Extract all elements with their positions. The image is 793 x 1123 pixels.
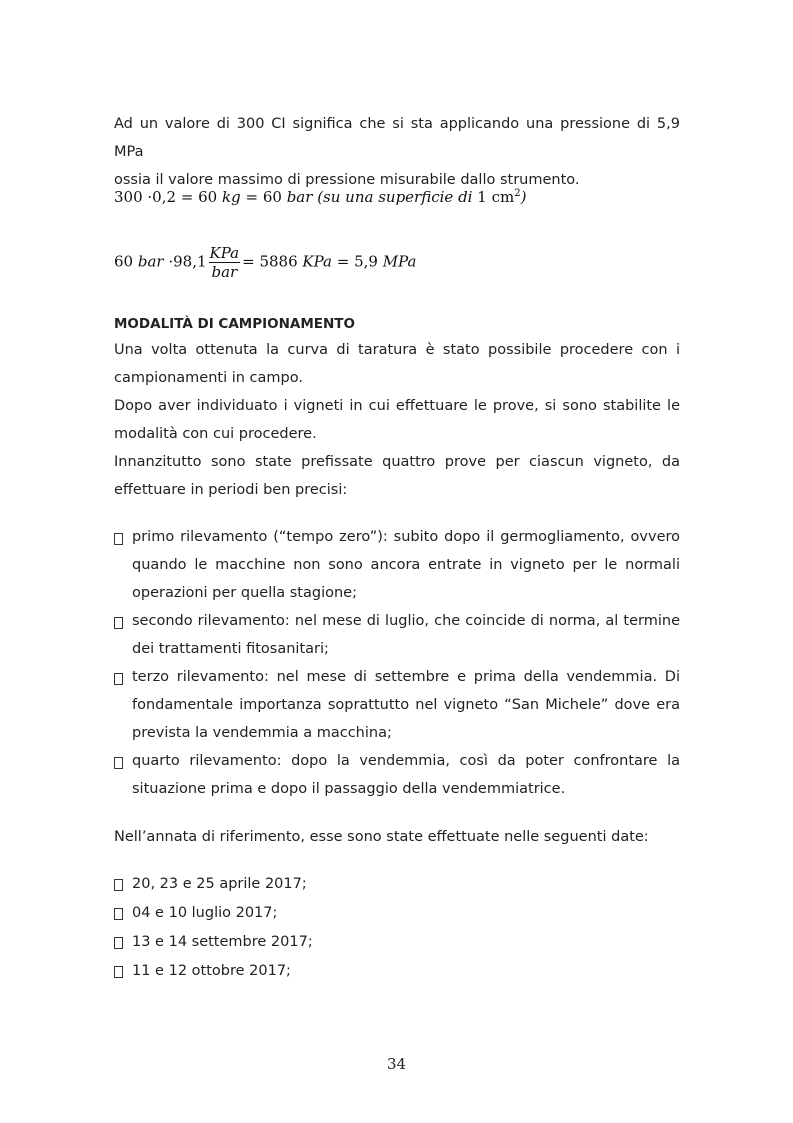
paragraph-2-line-1: Dopo aver individuato i vigneti in cui effettuare le prove, si sono stabilite le — [114, 398, 680, 414]
formula1-bar: bar — [286, 188, 313, 206]
section-heading: MODALITÀ DI CAMPIONAMENTO — [114, 316, 355, 332]
paragraph-3 — [114, 448, 680, 504]
formula2-mpa: MPa — [382, 252, 417, 271]
formula-force — [114, 188, 526, 206]
bullet-2-line-1: secondo rilevamento: nel mese di luglio, che coincide di norma, al termine — [132, 613, 680, 629]
formula1-kg: kg — [222, 188, 241, 206]
bullet-3-line-3: prevista la vendemmia a macchina; — [132, 725, 392, 741]
paragraph-2 — [114, 392, 680, 448]
checkbox-bullet-icon — [114, 673, 123, 685]
checkbox-bullet-icon — [114, 966, 123, 978]
formula2-bar: bar — [137, 252, 164, 271]
formula1-paren: (su una superficie di — [317, 188, 473, 206]
bullet-4-line-1: quarto rilevamento: dopo la vendemmia, così da poter confrontare la — [132, 753, 680, 769]
bullet-text — [132, 747, 680, 803]
page-number: 34 — [386, 1055, 407, 1073]
date-text: 11 e 12 ottobre 2017; — [132, 963, 291, 979]
dates-intro: Nell’annata di riferimento, esse sono state effettuate nelle seguenti date: — [114, 829, 649, 845]
bullet-text — [132, 523, 680, 607]
date-text: 13 e 14 settembre 2017; — [132, 934, 313, 950]
date-item — [114, 957, 291, 985]
formula2-kpa: KPa — [302, 252, 332, 271]
date-text: 20, 23 e 25 aprile 2017; — [132, 876, 307, 892]
formula1-area: 1 cm — [477, 188, 515, 206]
intro-line-2: ossia il valore massimo di pressione misurabile dallo strumento. — [114, 172, 580, 188]
paragraph-1-line-2: campionamenti in campo. — [114, 370, 303, 386]
formula2-mult: ·98,1 — [168, 252, 207, 271]
formula1-close: ) — [520, 188, 527, 206]
paragraph-1-line-1: Una volta ottenuta la curva di taratura è stato possibile procedere con i — [114, 342, 680, 358]
bullet-4-line-2: situazione prima e dopo il passaggio della vendemmiatrice. — [132, 781, 566, 797]
paragraph-3-line-1: Innanzitutto sono state prefissate quattro prove per ciascun vigneto, da — [114, 454, 680, 470]
bullet-1-line-2: quando le macchine non sono ancora entrate in vigneto per le normali — [132, 557, 680, 573]
formula2-frac-num: KPa — [209, 244, 240, 262]
checkbox-bullet-icon — [114, 908, 123, 920]
bullet-1-line-1: primo rilevamento (“tempo zero”): subito dopo il germogliamento, ovvero — [132, 529, 680, 545]
paragraph-3-line-2: effettuare in periodi ben precisi: — [114, 482, 348, 498]
intro-line-1: Ad un valore di 300 CI significa che si sta applicando una pressione di 5,9 MPa — [114, 116, 680, 160]
checkbox-bullet-icon — [114, 533, 123, 545]
bullet-3-line-2: fondamentale importanza soprattutto nel vigneto “San Michele” dove era — [132, 697, 680, 713]
formula2-eq1: = 5886 — [242, 252, 298, 271]
checkbox-bullet-icon — [114, 617, 123, 629]
bullet-3-line-1: terzo rilevamento: nel mese di settembre e prima della vendemmia. Di — [132, 669, 680, 685]
date-text: 04 e 10 luglio 2017; — [132, 905, 278, 921]
formula2-start: 60 — [114, 252, 134, 271]
bullet-text — [132, 663, 680, 747]
date-item — [114, 899, 277, 927]
formula-pressure — [114, 244, 417, 281]
date-item — [114, 928, 313, 956]
formula2-frac-den: bar — [211, 263, 238, 281]
bullet-text — [132, 607, 680, 663]
formula2-eq2: = 5,9 — [336, 252, 378, 271]
paragraph-2-line-2: modalità con cui procedere. — [114, 426, 317, 442]
checkbox-bullet-icon — [114, 879, 123, 891]
checkbox-bullet-icon — [114, 757, 123, 769]
intro-paragraph — [114, 110, 680, 194]
bullet-1-line-3: operazioni per quella stagione; — [132, 585, 357, 601]
date-item — [114, 870, 307, 898]
formula1-eq2: = 60 — [245, 188, 282, 206]
formula1-exp: 2 — [514, 188, 521, 199]
paragraph-1 — [114, 336, 680, 392]
formula1-left: 300 ·0,2 = 60 — [114, 188, 218, 206]
formula2-fraction — [209, 244, 241, 281]
bullet-2-line-2: dei trattamenti fitosanitari; — [132, 641, 329, 657]
checkbox-bullet-icon — [114, 937, 123, 949]
